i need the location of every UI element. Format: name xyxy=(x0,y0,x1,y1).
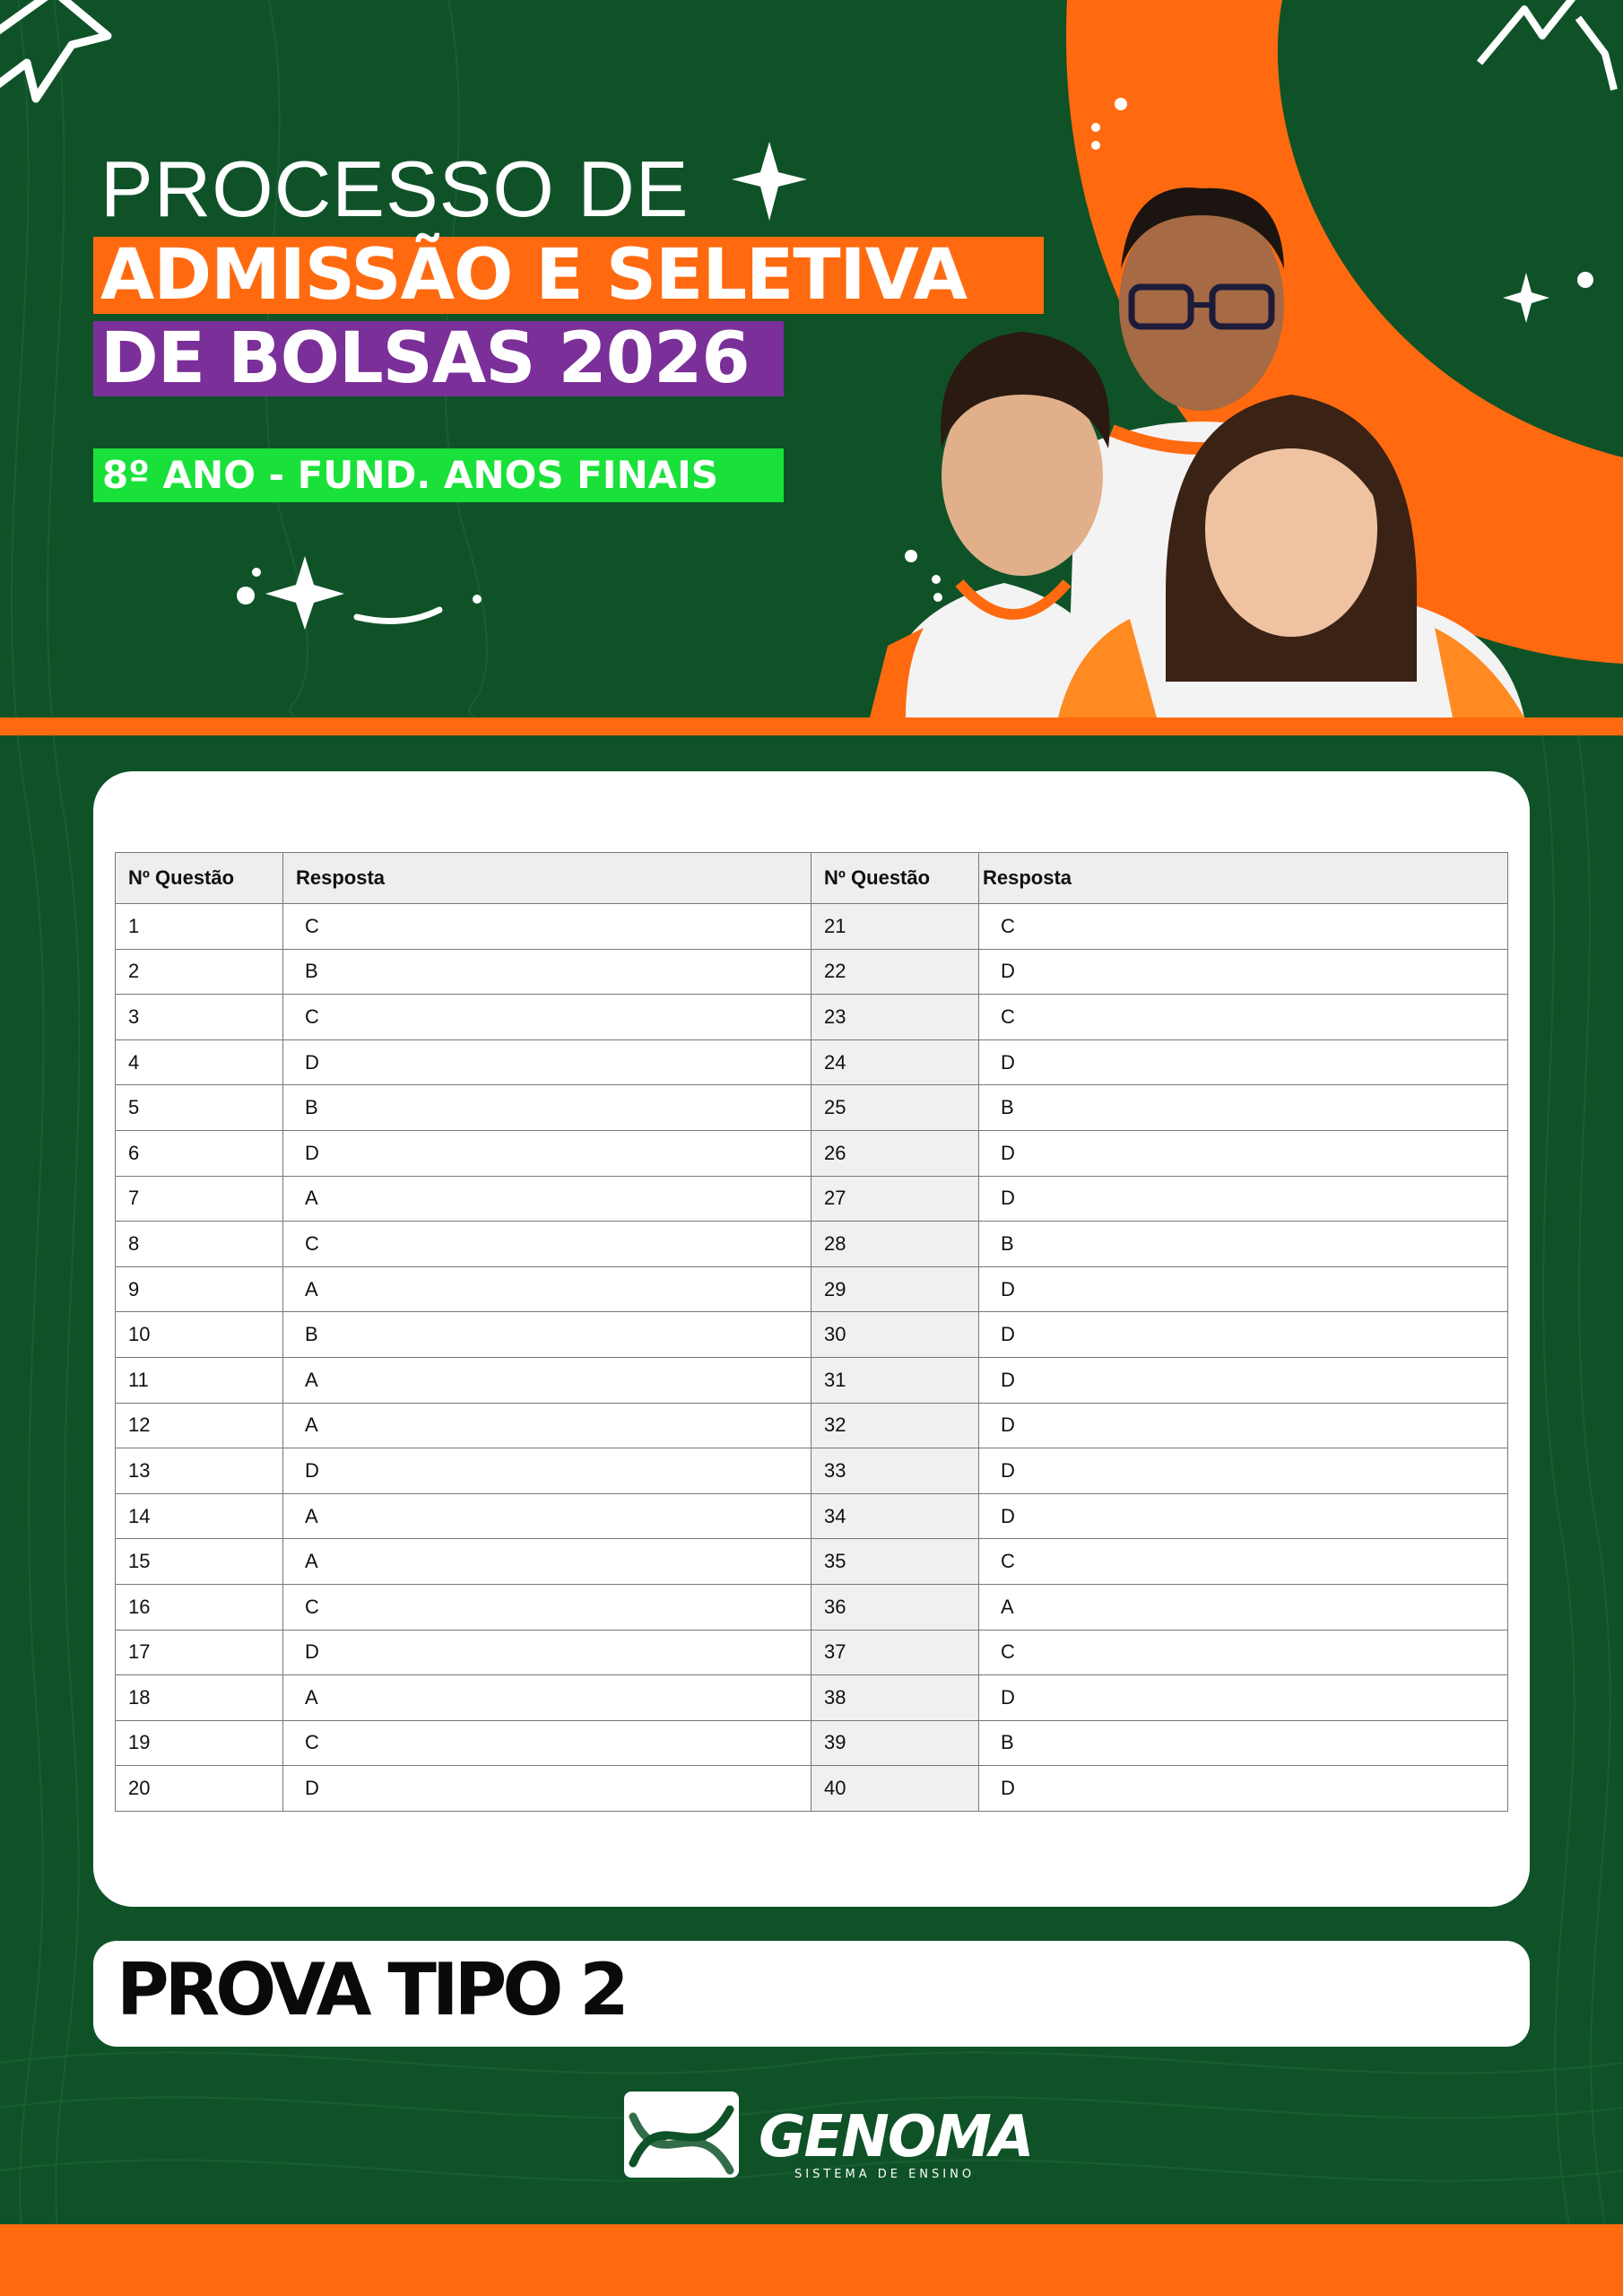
table-row xyxy=(116,1312,1508,1358)
question-number: 4 xyxy=(116,1039,283,1085)
table-row xyxy=(116,1222,1508,1267)
question-number: 26 xyxy=(812,1130,979,1176)
question-number: 15 xyxy=(116,1539,283,1585)
question-number: 36 xyxy=(812,1584,979,1630)
answer-letter: D xyxy=(283,1766,812,1812)
answer-letter: D xyxy=(979,1448,1508,1494)
column-header-answer: Resposta xyxy=(979,853,1508,904)
answer-letter: B xyxy=(979,1222,1508,1267)
question-number: 8 xyxy=(116,1222,283,1267)
table-row xyxy=(116,1403,1508,1448)
sparkle-icon xyxy=(732,142,807,221)
question-number: 1 xyxy=(116,904,283,950)
sparkle-icon xyxy=(265,556,344,630)
answer-letter: A xyxy=(283,1176,812,1222)
table-row xyxy=(116,1766,1508,1812)
question-number: 39 xyxy=(812,1720,979,1766)
question-number: 5 xyxy=(116,1085,283,1131)
question-number: 33 xyxy=(812,1448,979,1494)
question-number: 3 xyxy=(116,995,283,1040)
table-row xyxy=(116,1357,1508,1403)
question-number: 18 xyxy=(116,1675,283,1721)
answer-letter: D xyxy=(283,1039,812,1085)
question-number: 34 xyxy=(812,1493,979,1539)
question-number: 9 xyxy=(116,1266,283,1312)
question-number: 32 xyxy=(812,1403,979,1448)
lightning-icon xyxy=(0,0,108,99)
title-line-3: DE BOLSAS 2026 xyxy=(93,321,784,396)
header-divider xyxy=(0,718,1623,735)
table-row xyxy=(116,1675,1508,1721)
answer-letter: A xyxy=(283,1357,812,1403)
question-number: 40 xyxy=(812,1766,979,1812)
answer-key-card xyxy=(93,771,1530,1907)
question-number: 7 xyxy=(116,1176,283,1222)
table-row xyxy=(116,1630,1508,1675)
question-number: 12 xyxy=(116,1403,283,1448)
exam-type-banner xyxy=(93,1941,1530,2047)
table-header-row xyxy=(116,853,1508,904)
table-row xyxy=(116,1039,1508,1085)
question-number: 35 xyxy=(812,1539,979,1585)
question-number: 30 xyxy=(812,1312,979,1358)
answer-letter: C xyxy=(283,1720,812,1766)
answer-letter: D xyxy=(283,1630,812,1675)
answer-letter: B xyxy=(979,1720,1508,1766)
question-number: 21 xyxy=(812,904,979,950)
answer-letter: D xyxy=(979,1039,1508,1085)
question-number: 14 xyxy=(116,1493,283,1539)
answer-letter: D xyxy=(979,1266,1508,1312)
answer-letter: D xyxy=(979,1403,1508,1448)
column-header-question: Nº Questão xyxy=(812,853,979,904)
question-number: 22 xyxy=(812,949,979,995)
question-number: 2 xyxy=(116,949,283,995)
question-number: 31 xyxy=(812,1357,979,1403)
answer-letter: C xyxy=(979,995,1508,1040)
answer-letter: B xyxy=(283,1312,812,1358)
question-number: 19 xyxy=(116,1720,283,1766)
answer-letter: D xyxy=(979,1130,1508,1176)
answer-letter: D xyxy=(979,1312,1508,1358)
answer-letter: A xyxy=(283,1539,812,1585)
question-number: 11 xyxy=(116,1357,283,1403)
table-row xyxy=(116,1720,1508,1766)
title-line-2: ADMISSÃO E SELETIVA xyxy=(93,237,1044,314)
answer-letter: C xyxy=(979,1630,1508,1675)
answer-letter: C xyxy=(283,1222,812,1267)
table-row xyxy=(116,1176,1508,1222)
column-header-answer: Resposta xyxy=(283,853,812,904)
footer-bar xyxy=(0,2224,1623,2296)
table-row xyxy=(116,1493,1508,1539)
answer-letter: A xyxy=(979,1584,1508,1630)
question-number: 27 xyxy=(812,1176,979,1222)
brand-tagline: SISTEMA DE ENSINO xyxy=(794,2168,976,2181)
answer-letter: A xyxy=(283,1266,812,1312)
answer-letter: D xyxy=(283,1448,812,1494)
title-line-1: PROCESSO DE xyxy=(100,144,690,233)
answer-letter: A xyxy=(283,1675,812,1721)
question-number: 17 xyxy=(116,1630,283,1675)
question-number: 6 xyxy=(116,1130,283,1176)
table-row xyxy=(116,1448,1508,1494)
column-header-question: Nº Questão xyxy=(116,853,283,904)
answer-key-table xyxy=(115,852,1508,1812)
table-row xyxy=(116,1539,1508,1585)
answer-letter: B xyxy=(283,1085,812,1131)
answer-letter: B xyxy=(283,949,812,995)
table-row xyxy=(116,1584,1508,1630)
lightning-icon xyxy=(1480,0,1614,90)
question-number: 20 xyxy=(116,1766,283,1812)
table-row xyxy=(116,1130,1508,1176)
table-row xyxy=(116,995,1508,1040)
answer-letter: A xyxy=(283,1493,812,1539)
table-row xyxy=(116,1266,1508,1312)
question-number: 13 xyxy=(116,1448,283,1494)
answer-letter: B xyxy=(979,1085,1508,1131)
answer-letter: D xyxy=(979,1176,1508,1222)
question-number: 37 xyxy=(812,1630,979,1675)
answer-letter: C xyxy=(283,995,812,1040)
exam-type-label: PROVA TIPO 2 xyxy=(117,1948,625,2031)
answer-letter: A xyxy=(283,1403,812,1448)
genoma-logo xyxy=(624,2092,1033,2190)
question-number: 25 xyxy=(812,1085,979,1131)
question-number: 24 xyxy=(812,1039,979,1085)
grade-label: 8º ANO - FUND. ANOS FINAIS xyxy=(93,448,784,502)
answer-letter: C xyxy=(283,904,812,950)
question-number: 23 xyxy=(812,995,979,1040)
answer-letter: D xyxy=(979,1766,1508,1812)
brand-name: GENOMA xyxy=(759,2104,1033,2170)
answer-letter: D xyxy=(979,1357,1508,1403)
answer-letter: D xyxy=(979,1675,1508,1721)
answer-letter: D xyxy=(979,1493,1508,1539)
sparkle-icon xyxy=(1503,273,1549,323)
answer-letter: C xyxy=(979,1539,1508,1585)
table-row xyxy=(116,949,1508,995)
question-number: 28 xyxy=(812,1222,979,1267)
answer-letter: D xyxy=(979,949,1508,995)
question-number: 10 xyxy=(116,1312,283,1358)
question-number: 16 xyxy=(116,1584,283,1630)
question-number: 29 xyxy=(812,1266,979,1312)
question-number: 38 xyxy=(812,1675,979,1721)
table-row xyxy=(116,904,1508,950)
answer-letter: C xyxy=(979,904,1508,950)
answer-letter: C xyxy=(283,1584,812,1630)
table-row xyxy=(116,1085,1508,1131)
answer-letter: D xyxy=(283,1130,812,1176)
